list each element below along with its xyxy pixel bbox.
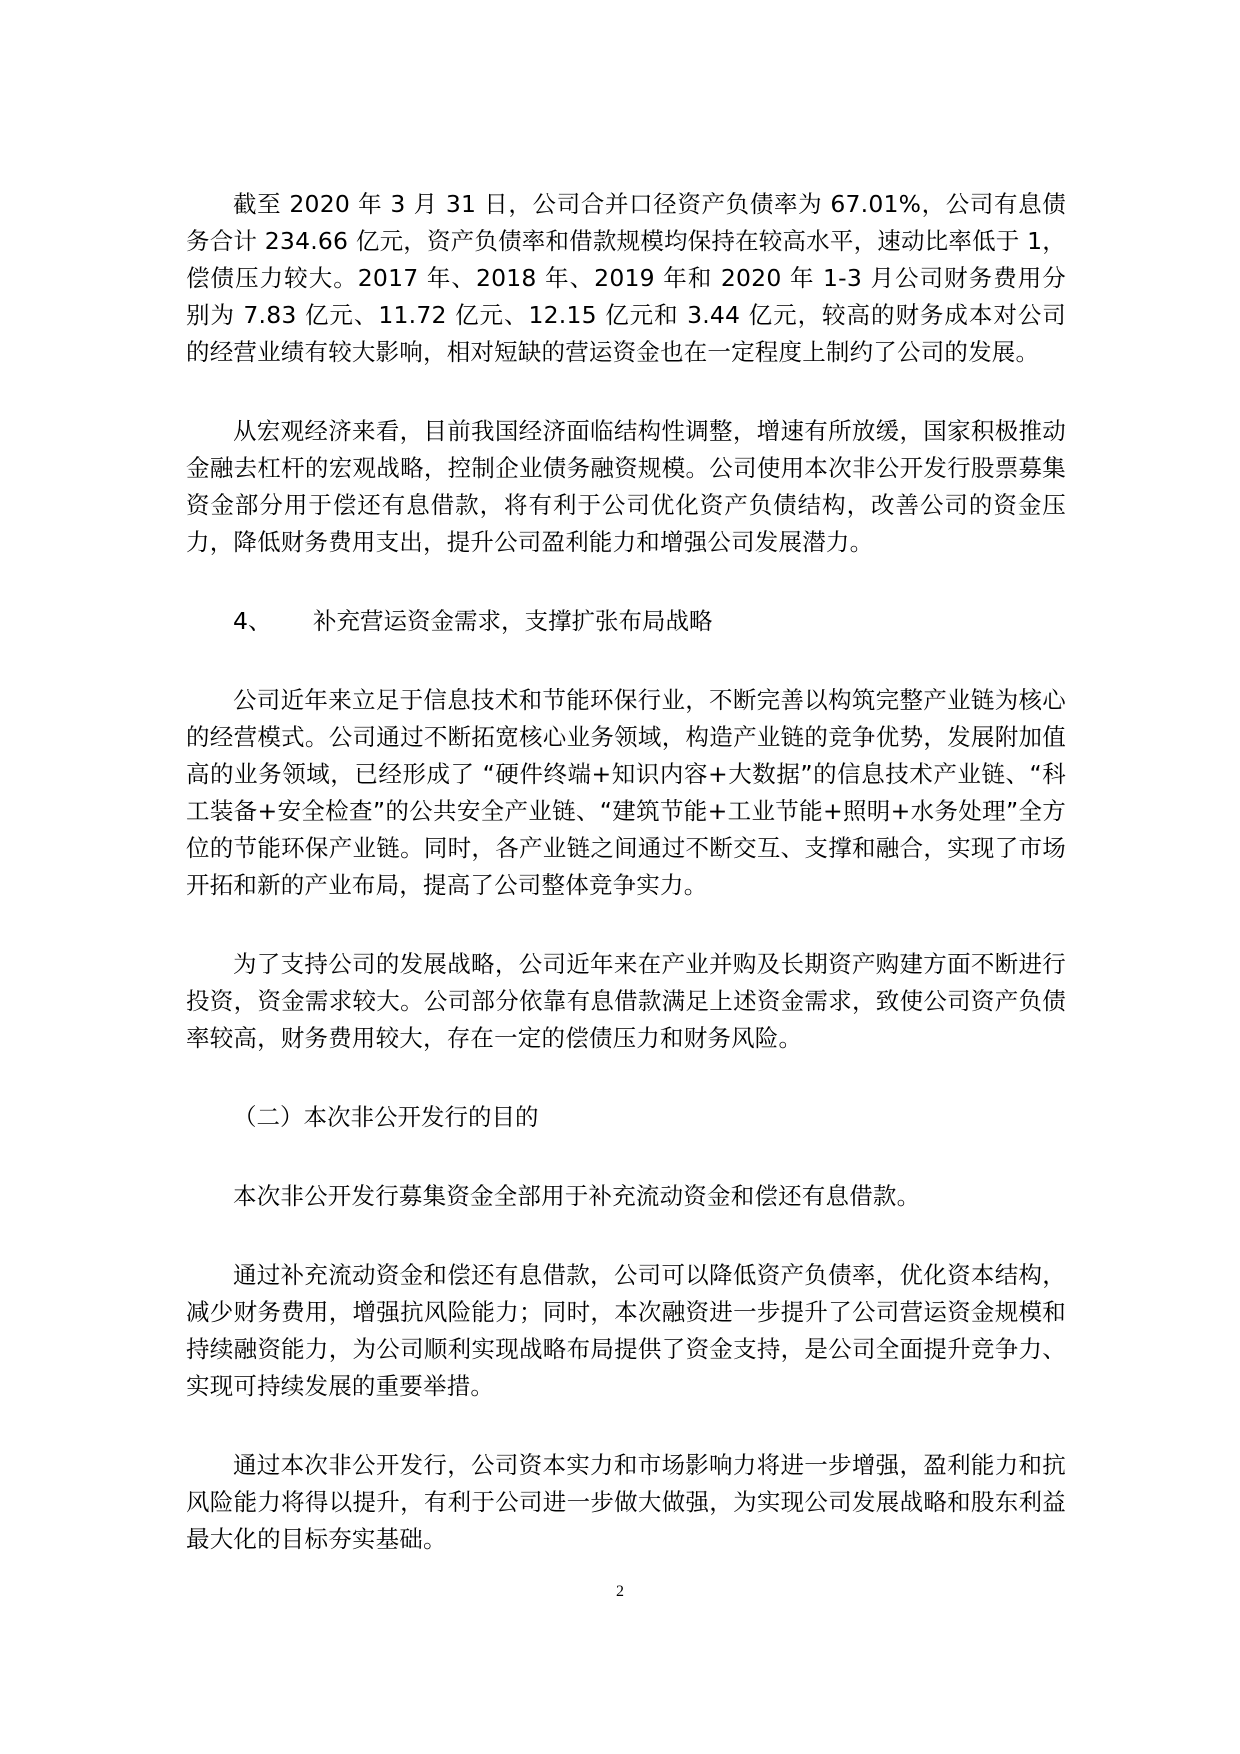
paragraph-conclusion: 通过本次非公开发行，公司资本实力和市场影响力将进一步增强，盈利能力和抗风险能力将得以提升，有利于公司进一步做大做强，为实现公司发展战略和股东利益最大化的目标夯实基础。 [186, 1451, 1066, 1553]
paragraph-debt-ratio: 截至 2020 年 3 月 31 日，公司合并口径资产负债率为 67.01%，公司有息债务合计 234.66 亿元，资产负债率和借款规模均保持在较高水平，速动比率低于 1，偿债压力较大。2017 年、2018 年、2019 年和 2020 年 1-3 月公司财务费用分别为 7.83 亿元、11.72 亿元、12.15 亿元和 3.44 亿元，较高的财务成本对公司的经营业绩有较大影响，相对短缺的营运资金也在一定程度上制约了公司的发展。 [186, 190, 1066, 366]
paragraph-industry-chain: 公司近年来立足于信息技术和节能环保行业，不断完善以构筑完整产业链为核心的经营模式。公司通过不断拓宽核心业务领域，构造产业链的竞争优势，发展附加值高的业务领域，已经形成了 “硬件终端+知识内容+大数据”的信息技术产业链、“科工装备+安全检查”的公共安全产业链、“建筑节能+工业节能+照明+水务处理”全方位的节能环保产业链。同时，各产业链之间通过不断交互、支撑和融合，实现了市场开拓和新的产业布局，提高了公司整体竞争实力。 [186, 686, 1066, 899]
section-heading-purpose: （二）本次非公开发行的目的 [233, 1103, 539, 1131]
paragraph-fund-usage: 本次非公开发行募集资金全部用于补充流动资金和偿还有息借款。 [233, 1182, 921, 1210]
paragraph-investment-needs: 为了支持公司的发展战略，公司近年来在产业并购及长期资产购建方面不断进行投资，资金需求较大。公司部分依靠有息借款满足上述资金需求，致使公司资产负债率较高，财务费用较大，存在一定的偿债压力和财务风险。 [186, 950, 1066, 1052]
section-heading-title: 补充营运资金需求，支撑扩张布局战略 [313, 607, 713, 635]
section-heading-4 [186, 603, 1066, 640]
paragraph-benefits: 通过补充流动资金和偿还有息借款，公司可以降低资产负债率，优化资本结构，减少财务费用，增强抗风险能力；同时，本次融资进一步提升了公司营运资金规模和持续融资能力，为公司顺利实现战略布局提供了资金支持，是公司全面提升竞争力、实现可持续发展的重要举措。 [186, 1261, 1066, 1400]
paragraph-macro-economy: 从宏观经济来看，目前我国经济面临结构性调整，增速有所放缓，国家积极推动金融去杠杆的宏观战略，控制企业债务融资规模。公司使用本次非公开发行股票募集资金部分用于偿还有息借款，将有利于公司优化资产负债结构，改善公司的资金压力，降低财务费用支出，提升公司盈利能力和增强公司发展潜力。 [186, 417, 1066, 556]
document-body [186, 186, 1066, 1600]
page-number: 2 [616, 1583, 624, 1600]
section-heading-number: 4、 [233, 607, 272, 635]
